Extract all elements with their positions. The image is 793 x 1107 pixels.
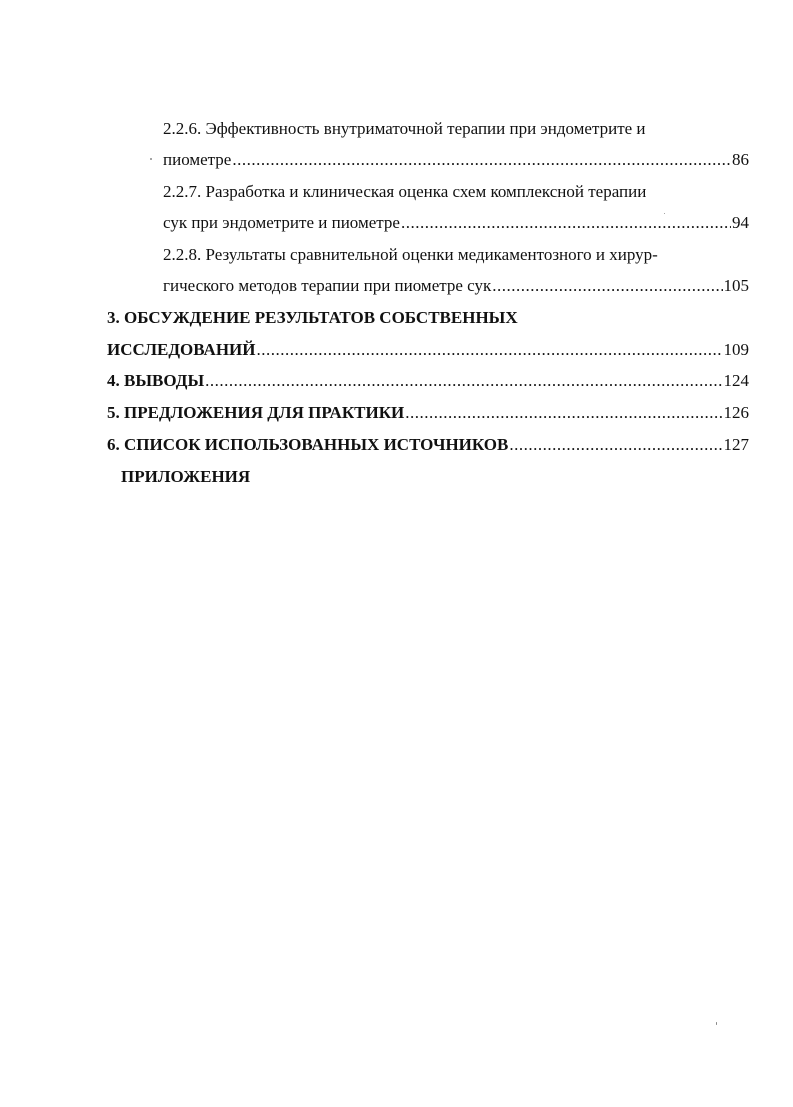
toc-page-number: 109 [723,340,749,359]
toc-entry-text: пиометре [163,150,232,169]
toc-section-3-cont [107,339,749,363]
scan-speck [664,213,665,214]
scan-speck [150,158,152,160]
toc-entry-text: гического методов терапии при пиометре сук [163,276,492,295]
dot-leader [205,370,722,392]
toc-section-5 [107,402,749,426]
toc-section-title: ПРИЛОЖЕНИЯ [121,467,251,486]
toc-entry-2-2-6 [163,118,646,142]
dot-leader [257,339,723,361]
toc-appendices [121,466,250,490]
toc-entry-text: 2.2.7. Разработка и клиническая оценка схем комплексной терапии [163,182,647,201]
toc-section-title: 4. ВЫВОДЫ [107,371,205,390]
toc-entry-text: сук при эндометрите и пиометре [163,213,400,232]
toc-entry-2-2-6-cont [163,149,749,173]
dot-leader [509,434,722,456]
toc-section-3 [107,307,518,331]
dot-leader [401,212,731,234]
toc-page-number: 94 [732,213,749,232]
toc-entry-text: 2.2.6. Эффективность внутриматочной терапии при эндометрите и [163,119,646,138]
toc-page-number: 127 [723,435,749,454]
dot-leader [492,275,722,297]
toc-page-number: 124 [723,371,749,390]
toc-page-number: 105 [723,276,749,295]
toc-entry-text: 2.2.8. Результаты сравнительной оценки медикаментозного и хирур- [163,245,658,264]
toc-entry-2-2-7 [163,181,646,205]
toc-entry-2-2-7-cont [163,212,749,236]
toc-entry-2-2-8-cont [163,275,749,299]
toc-section-title: 5. ПРЕДЛОЖЕНИЯ ДЛЯ ПРАКТИКИ [107,403,405,422]
toc-section-6 [107,434,749,458]
dot-leader [405,402,722,424]
toc-section-title: ИССЛЕДОВАНИЙ [107,340,256,359]
toc-page-number: 126 [723,403,749,422]
toc-section-title: 6. СПИСОК ИСПОЛЬЗОВАННЫХ ИСТОЧНИКОВ [107,435,509,454]
toc-section-4 [107,370,749,394]
dot-leader [232,149,731,171]
toc-page-number: 86 [732,150,749,169]
toc-section-title: 3. ОБСУЖДЕНИЕ РЕЗУЛЬТАТОВ СОБСТВЕННЫХ [107,308,518,327]
scan-speck [716,1022,717,1025]
toc-entry-2-2-8 [163,244,658,268]
